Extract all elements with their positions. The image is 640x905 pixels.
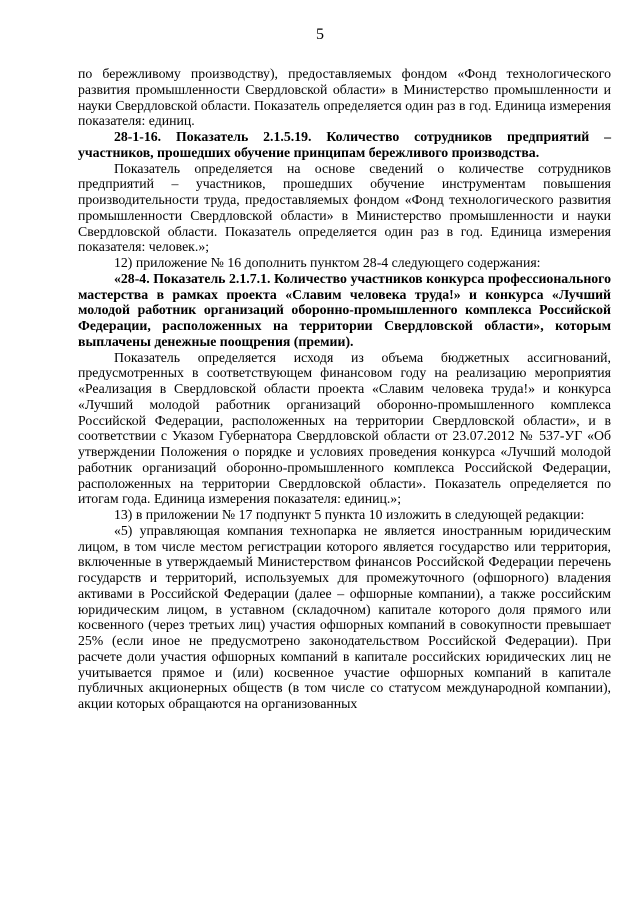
paragraph-item-12: 12) приложение № 16 дополнить пунктом 28-4 следующего содержания: (114, 255, 541, 270)
heading-28-4: «28-4. Показатель 2.1.7.1. Количество участников конкурса профессионального мастерства в рамках проекта «Славим человека труда!» и конкурса «Лучший молодой работник организаций оборонно-промышленного комплекса Российской Федерации, расположенных на территории Свердловской области», которым выплачены денежные поощрения (премии). (78, 270, 611, 349)
page-number: 5 (316, 26, 324, 43)
paragraph-subitem-5: «5) управляющая компания технопарка не является иностранным юридическим лицом, в том числе местом регистрации которого является государство или территория, включенные в утверждаемый Министерством финансов Российской Федерации перечень государств и территорий, используемых для промежуточного (офшорного) владения активами в Российской Федерации (далее – офшорные компании), а также российским юридическим лицом, в уставном (складочном) капитале которого доля прямого или косвенного (через третьих лиц) участия офшорных компаний в совокупности превышает 25% (если иное не предусмотрено законодательством Российской Федерации). При расчете доли участия офшорных компаний в капитале российских юридических лиц не учитывается прямое и (или) косвенное участие офшорных компаний в капитале публичных акционерных обществ (в том числе со статусом международной компании), акции которых обращаются на организованных (78, 522, 611, 711)
paragraph-28-4-description: Показатель определяется исходя из объема бюджетных ассигнований, предусмотренных в соответствующем финансовом году на реализацию мероприятия «Реализация в Свердловской области проекта «Славим человека труда!» и конкурса «Лучший молодой работник организаций оборонно-промышленного комплекса Российской Федерации, расположенных на территории Свердловской области», и в соответствии с Указом Губернатора Свердловской области от 23.07.2012 № 537-УГ «Об утверждении Положения о порядке и условиях проведения конкурса «Лучший молодой работник организаций оборонно-промышленного комплекса Российской Федерации, расположенных на территории Свердловской области». Показатель определяется по итогам года. Единица измерения показателя: единиц.»; (78, 349, 611, 507)
paragraph-intro-continuation: по бережливому производству), предоставляемых фондом «Фонд технологического развития промышленности Свердловской области» в Министерство промышленности и науки Свердловской области. Показатель определяется один раз в год. Единица измерения показателя: единиц. (78, 66, 611, 129)
paragraph-item-13: 13) в приложении № 17 подпункт 5 пункта 10 изложить в следующей редакции: (114, 507, 585, 522)
document-body (78, 66, 611, 712)
heading-28-1-16: 28-1-16. Показатель 2.1.5.19. Количество сотрудников предприятий – участников, прошедших обучение принципам бережливого производства. (78, 129, 611, 160)
paragraph-28-1-16-description: Показатель определяется на основе сведений о количестве сотрудников предприятий – участников, прошедших обучение инструментам повышения производительности труда, предоставляемых фондом «Фонд технологического развития промышленности Свердловской области» в Министерство промышленности и науки Свердловской области. Показатель определяется один раз в год. Единица измерения показателя: человек.»; (78, 160, 611, 255)
